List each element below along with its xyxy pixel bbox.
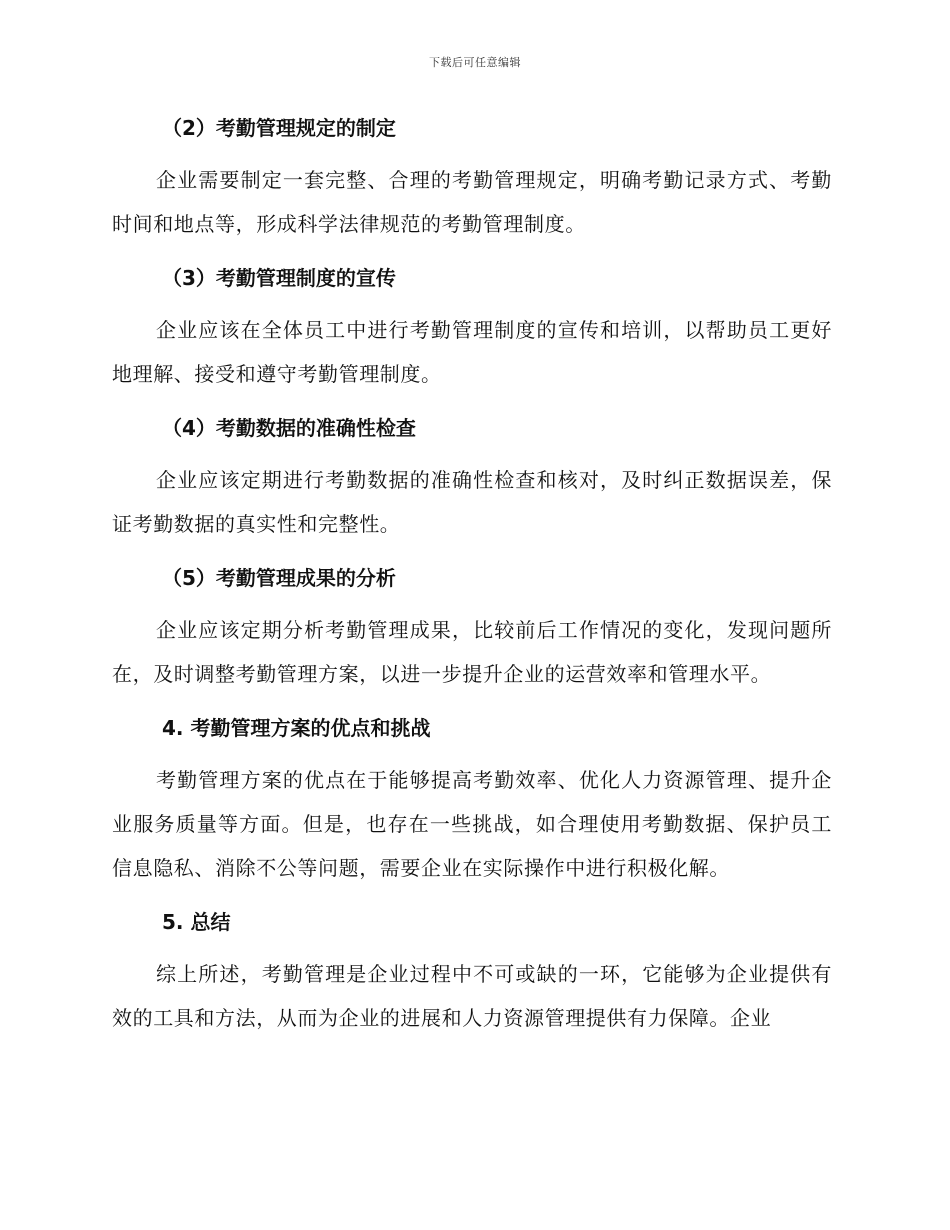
section-paragraph-3: 企业应该在全体员工中进行考勤管理制度的宣传和培训，以帮助员工更好地理解、接受和遵守考勤管理制度。 [112,318,832,386]
section-heading-5: （5）考勤管理成果的分析 [162,566,396,590]
section-heading-4: （4）考勤数据的准确性检查 [162,416,416,440]
section-heading-summary: 5. 总结 [162,910,231,934]
document-body [112,108,832,1052]
section-paragraph-advantages: 考勤管理方案的优点在于能够提高考勤效率、优化人力资源管理、提升企业服务质量等方面。但是，也存在一些挑战，如合理使用考勤数据、保护员工信息隐私、消除不公等问题，需要企业在实际操作中进行积极化解。 [112,768,832,880]
section-heading-advantages: 4. 考勤管理方案的优点和挑战 [162,716,431,740]
page-header-note: 下载后可任意编辑 [429,56,521,69]
section-heading-2: （2）考勤管理规定的制定 [162,116,396,140]
section-heading-3: （3）考勤管理制度的宣传 [162,266,396,290]
section-paragraph-2: 企业需要制定一套完整、合理的考勤管理规定，明确考勤记录方式、考勤时间和地点等，形成科学法律规范的考勤管理制度。 [112,168,832,236]
section-paragraph-4: 企业应该定期进行考勤数据的准确性检查和核对，及时纠正数据误差，保证考勤数据的真实性和完整性。 [112,468,832,536]
section-paragraph-5: 企业应该定期分析考勤管理成果，比较前后工作情况的变化，发现问题所在，及时调整考勤管理方案，以进一步提升企业的运营效率和管理水平。 [112,618,832,686]
section-paragraph-summary: 综上所述，考勤管理是企业过程中不可或缺的一环，它能够为企业提供有效的工具和方法，从而为企业的进展和人力资源管理提供有力保障。企业 [112,962,832,1030]
